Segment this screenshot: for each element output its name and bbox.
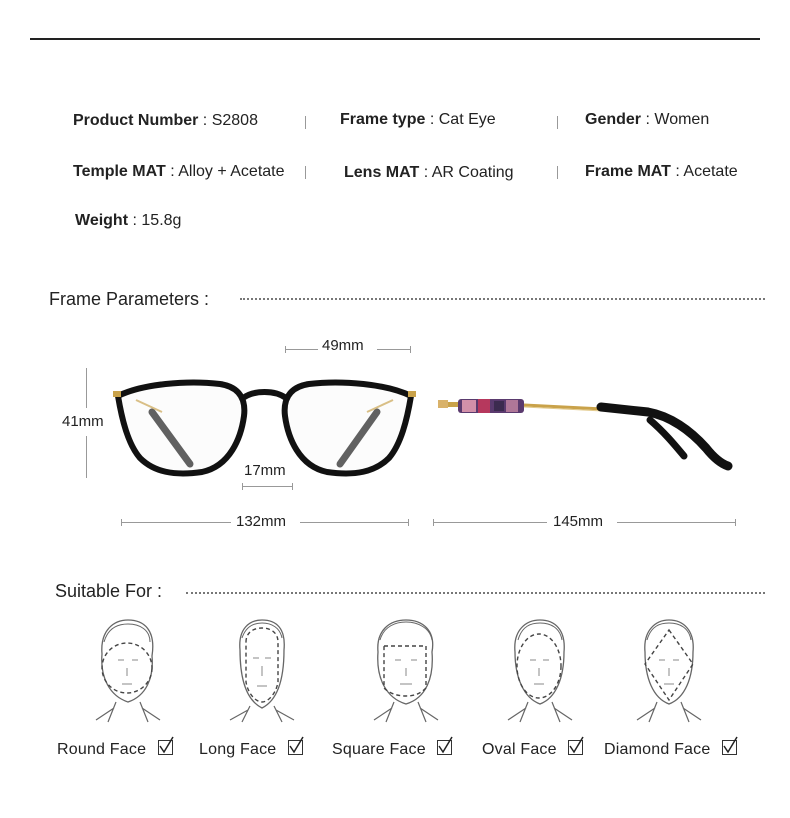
- dotted-divider: [240, 298, 765, 300]
- face-label: Diamond Face: [604, 741, 711, 758]
- face-option-diamond: [604, 741, 737, 759]
- spec-colon: :: [423, 164, 429, 181]
- face-option-long: [199, 741, 303, 759]
- spec-weight: [75, 212, 181, 230]
- dimension-tick: [292, 483, 293, 490]
- spec-separator: [557, 116, 558, 129]
- dimension-tick: [410, 346, 411, 353]
- dimension-line: [617, 522, 736, 523]
- dimension-line: [242, 486, 293, 487]
- spec-value: Women: [654, 111, 710, 128]
- spec-value: Cat Eye: [438, 111, 496, 128]
- spec-colon: :: [645, 111, 650, 128]
- spec-value: S2808: [211, 112, 258, 129]
- spec-separator: [557, 166, 558, 179]
- spec-value: Acetate: [683, 163, 738, 180]
- face-label: Oval Face: [482, 741, 557, 758]
- spec-separator: [305, 116, 306, 129]
- spec-value: 15.8g: [141, 212, 182, 229]
- glasses-side-view: [438, 390, 738, 480]
- dimension-tick: [285, 346, 286, 353]
- dotted-divider: [186, 592, 765, 594]
- checkbox-checked-icon: [158, 740, 173, 755]
- dimension-tick: [735, 519, 736, 526]
- spec-value: Alloy + Acetate: [178, 163, 285, 180]
- bridge-label: 17mm: [244, 462, 286, 479]
- suitable-for-title: Suitable For :: [55, 581, 163, 601]
- oval-face-illustration: [500, 616, 578, 726]
- diamond-face-illustration: [629, 616, 707, 726]
- spec-value: AR Coating: [431, 164, 514, 181]
- spec-product-number: [73, 112, 258, 130]
- spec-temple-mat: [73, 163, 285, 181]
- face-option-square: [332, 741, 452, 759]
- spec-label: Gender: [585, 111, 642, 128]
- spec-separator: [305, 166, 306, 179]
- spec-label: Weight: [75, 212, 129, 229]
- dimension-line: [377, 349, 411, 350]
- spec-label: Product Number: [73, 112, 199, 129]
- face-option-oval: [482, 741, 583, 759]
- spec-lens-mat: [344, 164, 514, 182]
- dimension-line: [86, 368, 87, 408]
- face-option-round: [57, 741, 173, 759]
- spec-label: Lens MAT: [344, 164, 420, 181]
- spec-colon: :: [132, 212, 137, 229]
- square-face-illustration: [366, 616, 444, 726]
- checkbox-checked-icon: [568, 740, 583, 755]
- checkbox-checked-icon: [437, 740, 452, 755]
- dimension-line: [121, 522, 231, 523]
- spec-colon: :: [429, 111, 435, 128]
- spec-colon: :: [170, 163, 175, 180]
- lens-width-label: 49mm: [322, 337, 364, 354]
- spec-gender: [585, 111, 709, 129]
- spec-frame-mat: [585, 163, 738, 181]
- dimension-line: [433, 522, 547, 523]
- spec-frame-type: [340, 111, 496, 129]
- spec-colon: :: [202, 112, 208, 129]
- round-face-illustration: [88, 616, 166, 726]
- lens-height-label: 41mm: [62, 413, 104, 430]
- dimension-line: [300, 522, 408, 523]
- dimension-line: [86, 436, 87, 478]
- temple-length-label: 145mm: [553, 513, 604, 530]
- checkbox-checked-icon: [288, 740, 303, 755]
- spec-colon: :: [675, 163, 680, 180]
- face-label: Round Face: [57, 741, 147, 758]
- dimension-tick: [408, 519, 409, 526]
- top-divider: [30, 38, 760, 40]
- dimension-line: [285, 349, 318, 350]
- spec-label: Frame MAT: [585, 163, 671, 180]
- frame-parameters-title: Frame Parameters :: [49, 289, 210, 309]
- frame-width-label: 132mm: [236, 513, 287, 530]
- face-label: Long Face: [199, 741, 277, 758]
- dimension-tick: [242, 483, 243, 490]
- checkbox-checked-icon: [722, 740, 737, 755]
- spec-label: Frame type: [340, 111, 426, 128]
- face-label: Square Face: [332, 741, 426, 758]
- spec-label: Temple MAT: [73, 163, 166, 180]
- long-face-illustration: [222, 616, 300, 726]
